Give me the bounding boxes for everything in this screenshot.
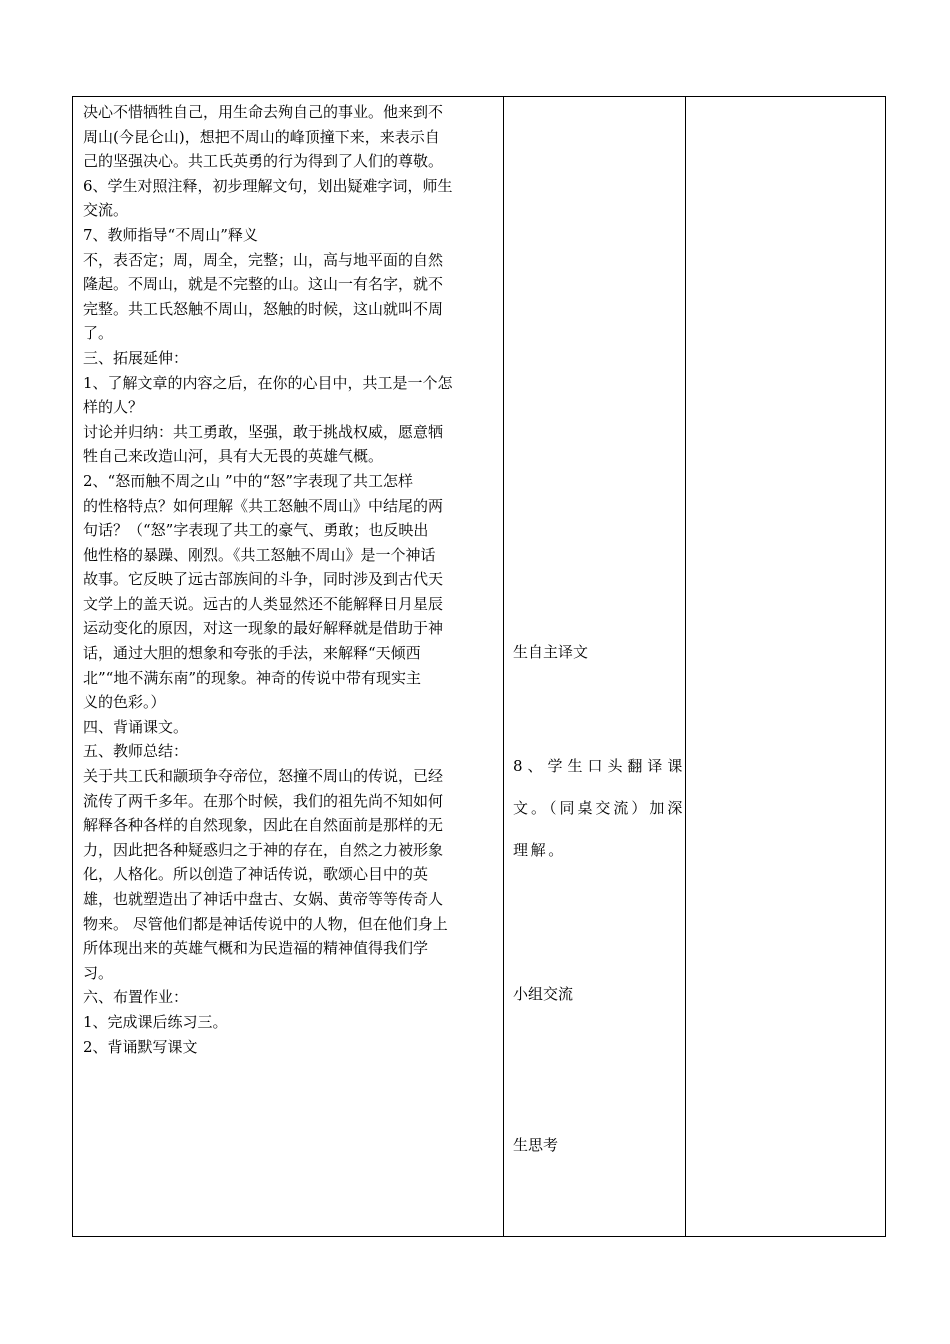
text-line: 2、“怒而触不周之山 ”中的“怒”字表现了共工怎样 [83,471,413,490]
text-line: 文学上的盖天说。远古的人类显然还不能解释日月星辰 [83,594,444,613]
text-line: 己的坚强决心。共工氏英勇的行为得到了人们的尊敬。 [83,152,444,171]
student-note-translate: 生自主译文 [513,643,589,661]
text-line: 四、背诵课文。 [83,717,189,736]
text-line: 1、了解文章的内容之后，在你的心目中，共工是一个怎 [83,373,453,392]
text-line: 关于共工氏和颛顼争夺帝位，怒撞不周山的传说，已经 [83,767,444,786]
text-line: 六、布置作业： [83,988,189,1007]
text-line: 的性格特点？如何理解《共工怒触不周山》中结尾的两 [83,496,444,515]
student-note-think: 生思考 [513,1136,559,1154]
text-line: 雄，也就塑造出了神话中盘古、女娲、黄帝等等传奇人 [83,890,444,908]
text-line: 句话？（“怒”字表现了共工的豪气、勇敢；也反映出 [83,521,429,540]
column-divider-2 [685,97,686,1236]
text-line: 他性格的暴躁、刚烈。《共工怒触不周山》是一个神话 [83,545,436,564]
text-line: 话，通过大胆的想象和夸张的手法，来解释“天倾西 [83,644,421,663]
text-line: 三、拓展延伸： [83,348,189,367]
text-line: 流传了两千多年。在那个时候，我们的祖先尚不知如何 [83,791,444,810]
text-line: 解释各种各样的自然现象，因此在自然面前是那样的无 [83,816,444,835]
text-line: 样的人？ [83,398,144,417]
text-line: 6、学生对照注释，初步理解文句，划出疑难字词，师生 [83,176,453,195]
text-line: 牲自己来改造山河，具有大无畏的英雄气概。 [83,447,384,466]
student-note-oral-translation: 8、学生口头翻译课文。（同桌交流）加深理解。 [513,757,685,859]
text-line: 力，因此把各种疑惑归之于神的存在，自然之力被形象 [83,840,444,859]
text-line: 1、完成课后练习三。 [83,1012,228,1031]
text-line: 7、教师指导“不周山”释义 [83,225,258,244]
text-line: 2、背诵默写课文 [83,1037,198,1056]
text-line: 交流。 [83,201,129,220]
text-line: 不，表否定；周，周全，完整；山，高与地平面的自然 [83,250,444,269]
text-line: 运动变化的原因，对这一现象的最好解释就是借助于神 [83,619,444,638]
column-divider-1 [503,97,504,1236]
text-line: 了。 [83,324,114,343]
text-line: 义的色彩。） [83,693,166,712]
text-line: 故事。它反映了远古部族间的斗争，同时涉及到古代天 [83,570,444,589]
text-line: 物来。 尽管他们都是神话传说中的人物，但在他们身上 [83,914,448,933]
text-line: 隆起。不周山，就是不完整的山。这山一有名字，就不 [83,275,444,294]
lesson-table [72,96,886,1237]
text-line: 完整。共工氏怒触不周山，怒触的时候，这山就叫不周 [83,299,444,318]
text-line: 所体现出来的英雄气概和为民造福的精神值得我们学 [83,939,429,958]
text-line: 讨论并归纳：共工勇敢，坚强，敢于挑战权威，愿意牺 [83,422,444,441]
text-line: 北”“地不满东南”的现象。神奇的传说中带有现实主 [83,668,422,687]
text-line: 五、教师总结： [83,742,189,761]
text-line: 决心不惜牺牲自己，用生命去殉自己的事业。他来到不 [83,103,444,121]
text-line: 周山(今昆仑山)，想把不周山的峰顶撞下来，来表示自 [83,127,440,146]
student-note-group: 小组交流 [513,985,574,1003]
teacher-activity-column [83,100,501,1059]
text-line: 化，人格化。所以创造了神话传说，歌颂心目中的英 [83,865,429,884]
text-line: 习。 [83,963,114,982]
